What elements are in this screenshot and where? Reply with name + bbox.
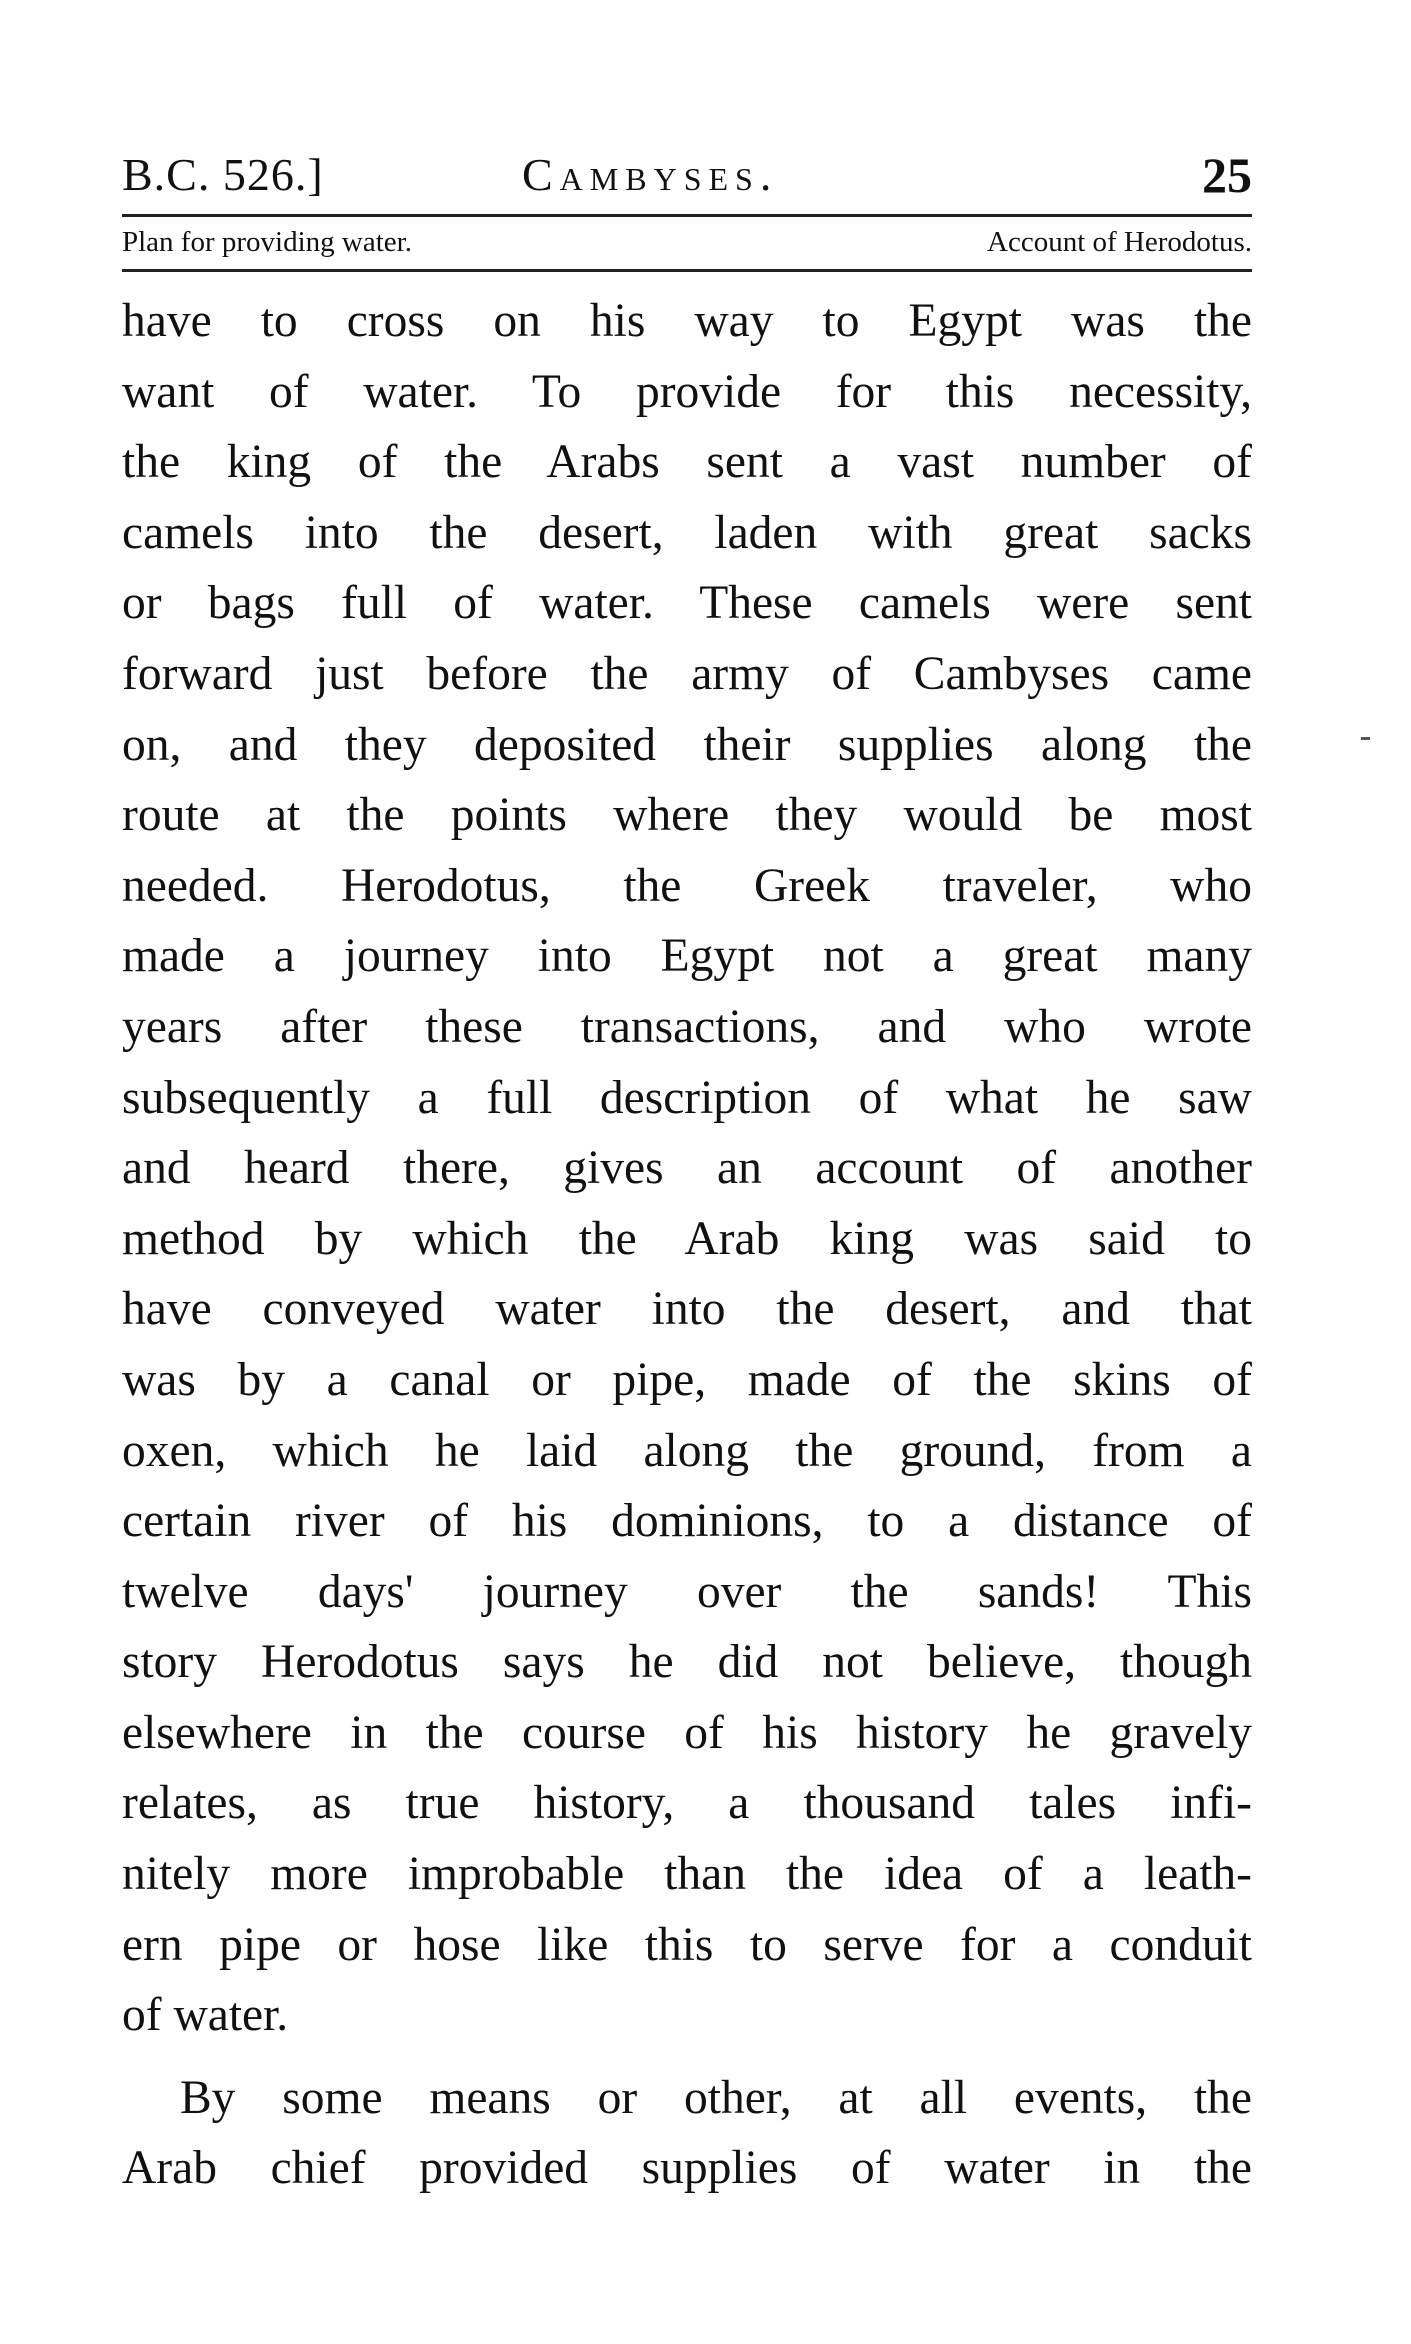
- body-text: [122, 286, 1252, 2204]
- text-line: story Herodotus says he did not believe, though: [122, 1636, 1252, 1689]
- header-date-range: B.C. 526.]: [122, 149, 324, 200]
- text-line: subsequently a full description of what he saw: [122, 1071, 1252, 1124]
- header-rule-bottom: [122, 269, 1252, 272]
- text-line: relates, as true history, a thousand tales infi-: [122, 1777, 1252, 1830]
- text-line: method by which the Arab king was said to: [122, 1212, 1252, 1265]
- text-line: camels into the desert, laden with great sacks: [122, 506, 1252, 559]
- text-line: needed. Herodotus, the Greek traveler, who: [122, 859, 1252, 912]
- header-chapter-title: Cambyses.: [522, 149, 779, 200]
- text-line: nitely more improbable than the idea of a leath-: [122, 1848, 1252, 1901]
- paragraph-gap: [122, 2051, 1252, 2063]
- text-line: the king of the Arabs sent a vast number of: [122, 436, 1252, 489]
- text-line: years after these transactions, and who wrote: [122, 1000, 1252, 1053]
- text-line: on, and they deposited their supplies along the: [122, 718, 1252, 771]
- paragraph-2: [122, 2063, 1252, 2204]
- text-line: By some means or other, at all events, the: [180, 2071, 1252, 2124]
- text-line: made a journey into Egypt not a great many: [122, 930, 1252, 983]
- book-page: [122, 140, 1252, 2204]
- margin-mark: [1361, 737, 1370, 740]
- text-line: elsewhere in the course of his history he gravely: [122, 1706, 1252, 1759]
- text-line: and heard there, gives an account of another: [122, 1142, 1252, 1195]
- text-line: route at the points where they would be most: [122, 789, 1252, 842]
- text-line: ern pipe or hose like this to serve for a conduit: [122, 1918, 1252, 1971]
- text-line: have conveyed water into the desert, and that: [122, 1283, 1252, 1336]
- text-line: have to cross on his way to Egypt was the: [122, 295, 1252, 347]
- paragraph-1: [122, 286, 1252, 2051]
- sidenote-left: Plan for providing water.: [122, 226, 412, 258]
- running-head: [122, 140, 1252, 210]
- text-line: forward just before the army of Cambyses came: [122, 647, 1252, 700]
- text-line: oxen, which he laid along the ground, from a: [122, 1424, 1252, 1477]
- header-page-number: 25: [1202, 147, 1252, 203]
- text-line: twelve days' journey over the sands! This: [122, 1565, 1252, 1618]
- text-line: want of water. To provide for this necessity,: [122, 365, 1252, 418]
- text-line: or bags full of water. These camels were sent: [122, 577, 1252, 630]
- header-rule-top: [122, 214, 1252, 217]
- text-line: was by a canal or pipe, made of the skins of: [122, 1353, 1252, 1406]
- text-line: certain river of his dominions, to a distance of: [122, 1495, 1252, 1548]
- sidenote-right: Account of Herodotus.: [987, 226, 1252, 258]
- text-line: of water.: [122, 1989, 289, 2042]
- text-line: Arab chief provided supplies of water in the: [122, 2142, 1252, 2195]
- sidenote-row: [122, 221, 1252, 263]
